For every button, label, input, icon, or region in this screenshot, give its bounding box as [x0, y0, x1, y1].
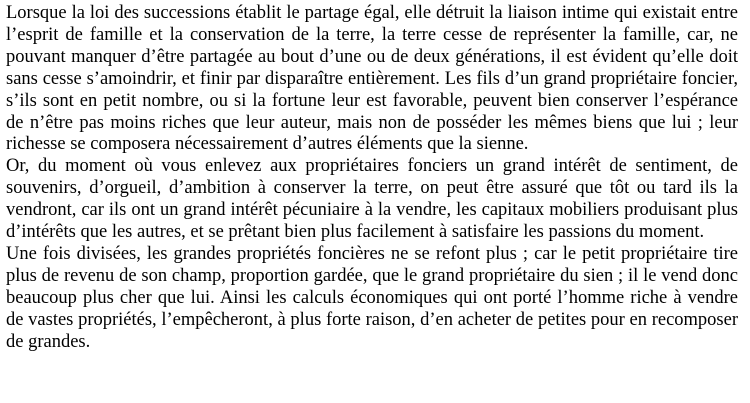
paragraph-3: Une fois divisées, les grandes propriétés foncières ne se refont plus ; car le petit propriétaire tire plus de revenu de son champ, proportion gardée, que le grand propriétaire du sien ; il le vend donc beaucoup plus cher que lui. Ainsi les calculs économiques qui ont porté l’homme riche à vendre de vastes propriétés, l’empêcheront, à plus forte raison, d’en acheter de petites pour en recomposer de grandes. — [6, 243, 738, 352]
paragraph-2: Or, du moment où vous enlevez aux propriétaires fonciers un grand intérêt de sentiment, de souvenirs, d’orgueil, d’ambition à conserver la terre, on peut être assuré que tôt ou tard ils la vendront, car ils ont un grand intérêt pécuniaire à la vendre, les capitaux mobiliers produisant plus d’intérêts que les autres, et se prêtant bien plus facilement à satisfaire les passions du moment. — [6, 156, 738, 243]
paragraph-1: Lorsque la loi des successions établit le partage égal, elle détruit la liaison intime qui existait entre l’esprit de famille et la conservation de la terre, la terre cesse de représenter la famille, car, ne pouvant manquer d’être partagée au bout d’une ou de deux générations, il est évident qu’elle doit sans cesse s’amoindrir, et finir par disparaître entièrement. Les fils d’un grand propriétaire foncier, s’ils sont en petit nombre, ou si la fortune leur est favorable, peuvent bien conserver l’espérance de n’être pas moins riches que leur auteur, mais non de posséder les mêmes biens que lui ; leur richesse se composera nécessairement d’autres éléments que la sienne. — [6, 3, 738, 155]
